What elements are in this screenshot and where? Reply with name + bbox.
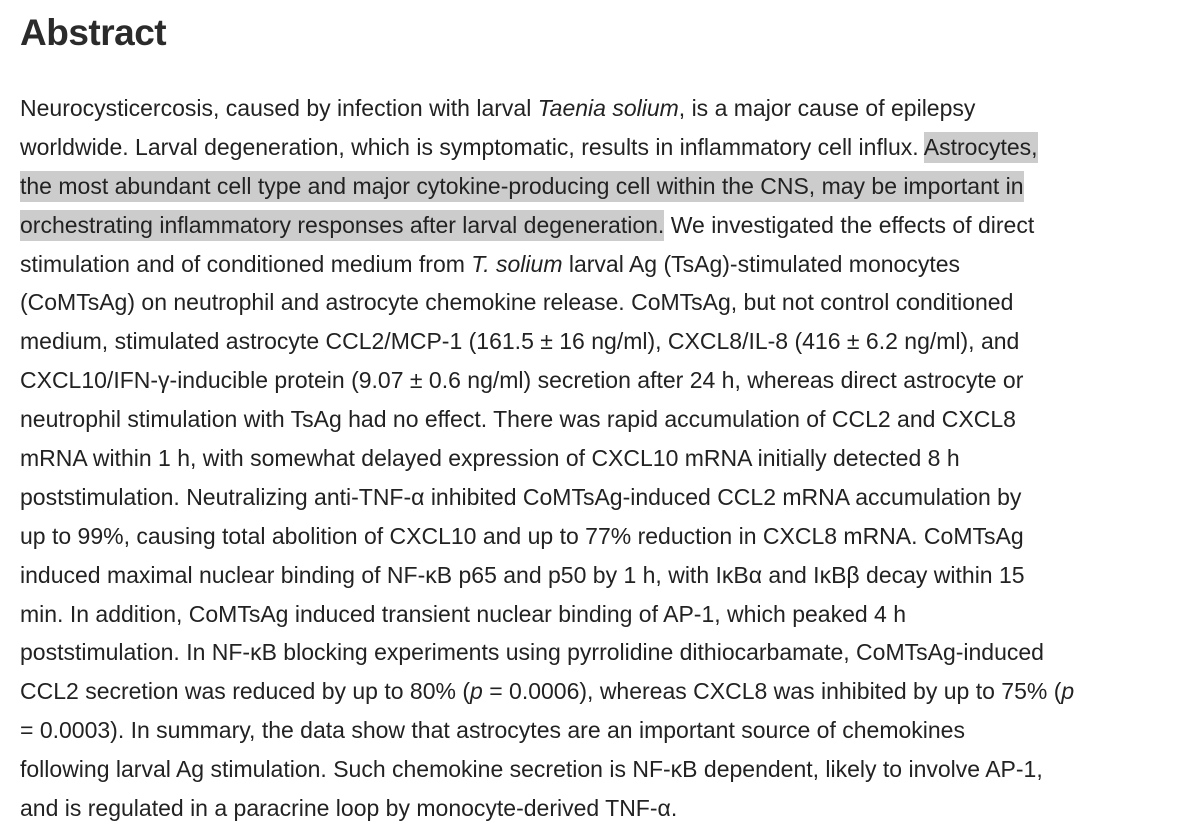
text-run: up to 99%, causing total abolition of CXCL10 and up to 77% reduction in CXCL8 mRNA. CoMTsAg [20, 522, 1024, 549]
text-run: following larval Ag stimulation. Such chemokine secretion is NF-κB dependent, likely to involve AP-1, [20, 756, 1043, 783]
text-run: stimulation and of conditioned medium from [20, 250, 472, 277]
abstract-line [20, 439, 1190, 478]
text-run: CCL2 secretion was reduced by up to 80% ( [20, 678, 471, 705]
abstract-heading: Abstract [20, 12, 167, 53]
abstract-line [20, 595, 1190, 634]
text-run: , is a major cause of epilepsy [678, 95, 976, 121]
abstract-line [20, 167, 1190, 206]
text-run: poststimulation. Neutralizing anti-TNF-α inhibited CoMTsAg-induced CCL2 mRNA accumulation by [20, 483, 1022, 510]
abstract-line [20, 789, 1190, 828]
highlighted-text: Astrocytes, [924, 132, 1038, 163]
abstract-line [20, 206, 1190, 245]
abstract-line [20, 633, 1190, 672]
abstract-line [20, 89, 1190, 128]
text-run: Neurocysticercosis, caused by infection with larval [20, 95, 538, 121]
abstract-line [20, 283, 1190, 322]
text-run: CXCL10/IFN-γ-inducible protein (9.07 ± 0.6 ng/ml) secretion after 24 h, whereas direct astrocyte or [20, 367, 1024, 394]
text-run: We investigated the effects of direct [664, 211, 1035, 238]
text-run: medium, stimulated astrocyte CCL2/MCP-1 (161.5 ± 16 ng/ml), CXCL8/IL-8 (416 ± 6.2 ng/ml), and [20, 328, 1020, 355]
species-name-italic: Taenia solium [537, 95, 679, 121]
text-run: = 0.0006), whereas CXCL8 was inhibited by up to 75% ( [482, 678, 1062, 705]
p-value-italic: p [1061, 678, 1075, 705]
abstract-line [20, 478, 1190, 517]
text-run: worldwide. Larval degeneration, which is symptomatic, results in inflammatory cell influx. [20, 133, 924, 160]
p-value-italic: p [470, 678, 483, 705]
text-run: min. In addition, CoMTsAg induced transient nuclear binding of AP-1, which peaked 4 h [20, 600, 907, 627]
abstract-section [20, 0, 1190, 828]
abstract-line [20, 750, 1190, 789]
text-run: induced maximal nuclear binding of NF-κB p65 and p50 by 1 h, with IκBα and IκBβ decay within 15 [20, 561, 1025, 588]
abstract-line [20, 361, 1190, 400]
text-run: larval Ag (TsAg)-stimulated monocytes [562, 250, 961, 277]
abstract-line [20, 322, 1190, 361]
abstract-line [20, 400, 1190, 439]
text-run: mRNA within 1 h, with somewhat delayed expression of CXCL10 mRNA initially detected 8 h [20, 445, 960, 472]
abstract-line [20, 245, 1190, 284]
highlighted-text: orchestrating inflammatory responses after larval degeneration. [20, 210, 664, 241]
abstract-line [20, 556, 1190, 595]
text-run: poststimulation. In NF-κB blocking experiments using pyrrolidine dithiocarbamate, CoMTsAg-induced [20, 639, 1044, 666]
abstract-line [20, 517, 1190, 556]
text-run: (CoMTsAg) on neutrophil and astrocyte chemokine release. CoMTsAg, but not control conditioned [20, 289, 1014, 316]
highlighted-text: the most abundant cell type and major cytokine-producing cell within the CNS, may be important in [20, 171, 1024, 202]
text-run: neutrophil stimulation with TsAg had no effect. There was rapid accumulation of CCL2 and CXCL8 [20, 406, 1016, 433]
text-run: = 0.0003). In summary, the data show that astrocytes are an important source of chemokines [20, 717, 965, 744]
abstract-body [20, 89, 1190, 828]
text-run: and is regulated in a paracrine loop by monocyte-derived TNF-α. [20, 795, 678, 822]
abstract-line [20, 711, 1190, 750]
species-name-italic: T. solium [471, 250, 563, 277]
abstract-line [20, 672, 1190, 711]
abstract-line [20, 128, 1190, 167]
